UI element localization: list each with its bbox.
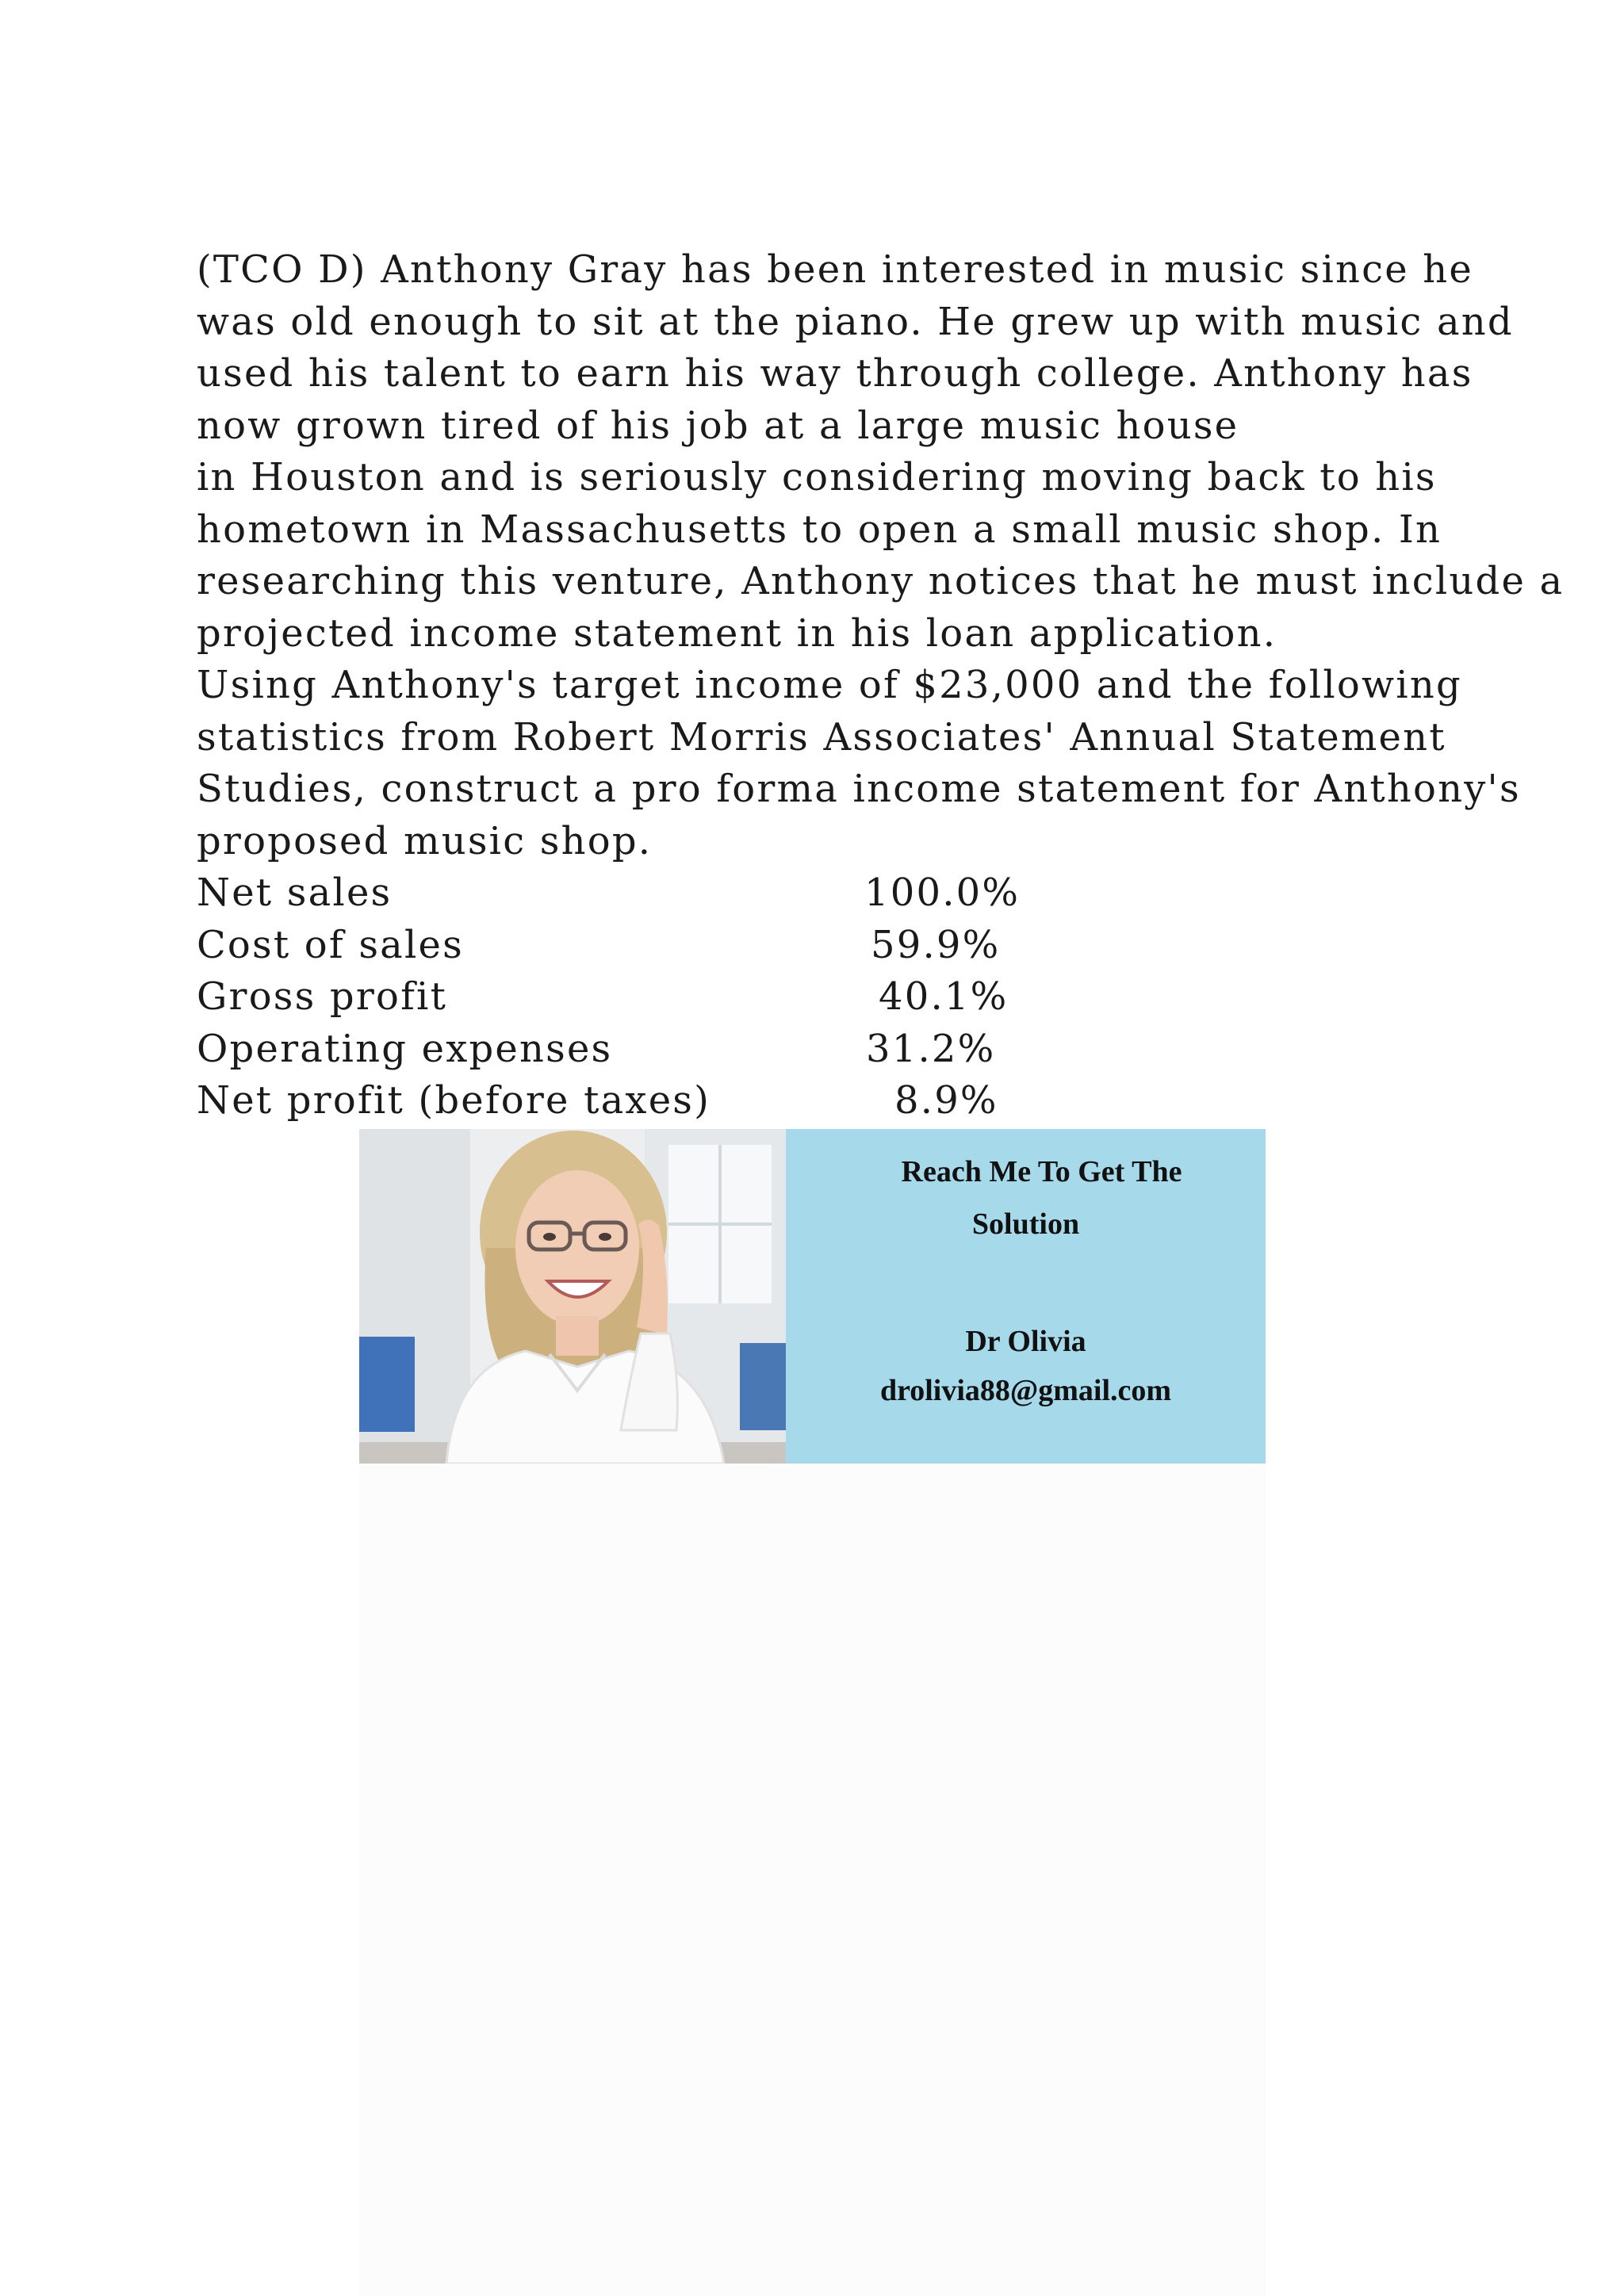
statistic-row: [197, 971, 1434, 1024]
question-line: projected income statement in his loan application.: [197, 610, 1277, 656]
question-text: [197, 244, 1565, 1127]
statistic-value: 31.2%: [866, 1026, 996, 1071]
question-line: hometown in Massachusetts to open a small music shop. In: [197, 507, 1442, 552]
contact-name: Dr Olivia: [965, 1325, 1086, 1358]
statistic-label: Operating expenses: [197, 1026, 613, 1071]
ad-heading-line: Solution: [971, 1207, 1080, 1241]
statistic-label: Cost of sales: [197, 922, 464, 967]
faded-page-background: [359, 1462, 1266, 2296]
statistic-row: [197, 1075, 1434, 1127]
statistic-label: Net sales: [197, 871, 393, 915]
contact-ad-banner: [359, 1129, 1266, 1464]
question-line: was old enough to sit at the piano. He grew up with music and: [197, 299, 1514, 344]
statistic-label: Net profit (before taxes): [197, 1078, 711, 1123]
question-line: used his talent to earn his way through college. Anthony has: [197, 351, 1473, 396]
statistic-value: 8.9%: [894, 1078, 998, 1123]
statistic-value: 59.9%: [871, 922, 1001, 967]
contact-email: drolivia88@gmail.com: [879, 1374, 1172, 1407]
question-line: now grown tired of his job at a large music house: [197, 403, 1239, 448]
contact-card: [786, 1129, 1266, 1464]
ad-heading-line: Reach Me To Get The: [901, 1155, 1182, 1188]
question-line: statistics from Robert Morris Associates' Annual Statement: [197, 714, 1446, 760]
statistic-row: [197, 920, 1434, 972]
statistic-row: [197, 867, 1434, 920]
question-line: (TCO D) Anthony Gray has been interested in music since he: [197, 247, 1473, 292]
woman-portrait-photo: [359, 1129, 786, 1464]
statistic-value: 100.0%: [864, 871, 1021, 915]
question-line: proposed music shop.: [197, 818, 653, 863]
question-line: in Houston and is seriously considering moving back to his: [197, 455, 1437, 499]
question-line: Using Anthony's target income of $23,000 and the following: [197, 663, 1462, 707]
question-line: researching this venture, Anthony notices that he must include a: [197, 559, 1565, 603]
statistic-value: 40.1%: [879, 974, 1009, 1019]
question-line: Studies, construct a pro forma income statement for Anthony's: [197, 767, 1521, 811]
statistic-label: Gross profit: [197, 974, 448, 1019]
statistic-row: [197, 1024, 1434, 1076]
